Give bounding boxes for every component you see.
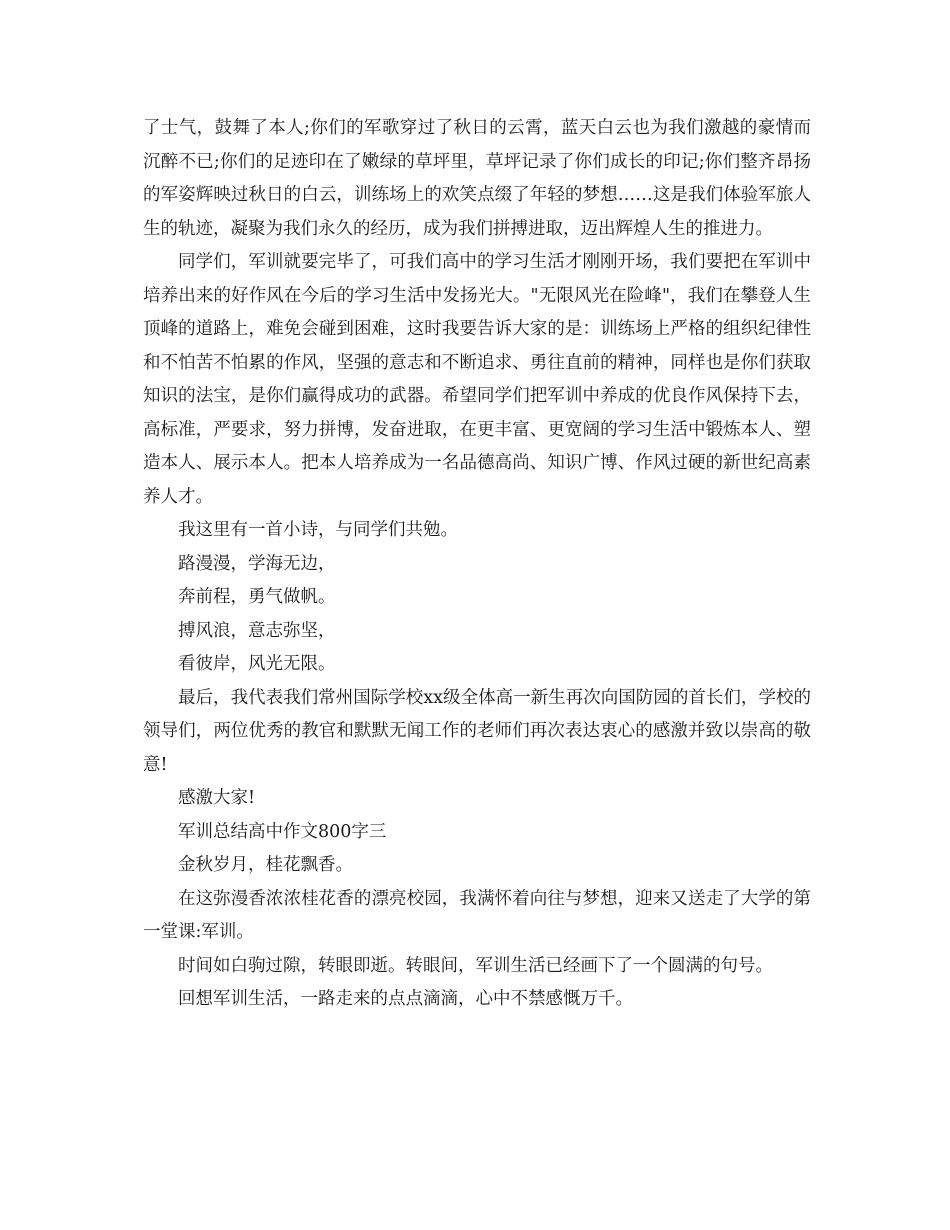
paragraph-campus: 在这弥漫香浓浓桂花香的漂亮校园，我满怀着向往与梦想，迎来又送走了大学的第一堂课:军训。 bbox=[143, 888, 811, 942]
paragraph-1: 了士气，鼓舞了本人;你们的军歌穿过了秋日的云霄，蓝天白云也为我们激越的豪情而沉醉不已;你们的足迹印在了嫩绿的草坪里，草坪记录了你们成长的印记;你们整齐昂扬的军姿辉映过秋日的白云，训练场上的欢笑点缀了年轻的梦想……这是我们体验军旅人生的轨迹，凝聚为我们永久的经历，成为我们拼搏进取，迈出辉煌人生的推进力。 bbox=[143, 118, 811, 239]
poem-line-2: 奔前程，勇气做帆。 bbox=[178, 587, 336, 607]
paragraph-2: 同学们，军训就要完毕了，可我们高中的学习生活才刚刚开场，我们要把在军训中培养出来的好作风在今后的学习生活中发扬光大。"无限风光在险峰"，我们在攀登人生顶峰的道路上，难免会碰到困难，这时我要告诉大家的是：训练场上严格的组织纪律性和不怕苦不怕累的作风，坚强的意志和不断追求、勇往直前的精神，同样也是你们获取知识的法宝，是你们赢得成功的武器。希望同学们把军训中养成的优良作风保持下去，高标准，严要求，努力拼博，发奋进取，在更丰富、更宽阔的学习生活中锻炼本人、塑造本人、展示本人。把本人培养成为一名品德高尚、知识广博、作风过硬的新世纪高素养人才。 bbox=[143, 252, 811, 507]
poem-line-3: 搏风浪，意志弥坚， bbox=[178, 620, 336, 641]
paragraph-closing: 最后，我代表我们常州国际学校xx级全体高一新生再次向国防园的首长们，学校的领导们，两位优秀的教官和默默无闻工作的老师们再次表达衷心的感激并致以崇高的敬意! bbox=[143, 687, 811, 775]
paragraph-time: 时间如白驹过隙，转眼即逝。转眼间，军训生活已经画下了一个圆满的句号。 bbox=[178, 955, 773, 976]
poem-line-1: 路漫漫，学海无边， bbox=[178, 553, 336, 574]
poem-line-4: 看彼岸，风光无限。 bbox=[178, 654, 336, 674]
paragraph-3: 我这里有一首小诗，与同学们共勉。 bbox=[178, 520, 458, 540]
paragraph-autumn: 金秋岁月，桂花飘香。 bbox=[178, 855, 353, 875]
paragraph-thanks: 感激大家! bbox=[178, 788, 256, 808]
paragraph-recall: 回想军训生活，一路走来的点点滴滴，心中不禁感慨万千。 bbox=[178, 989, 633, 1009]
section-heading: 军训总结高中作文800字三 bbox=[178, 821, 387, 842]
document-body bbox=[143, 112, 811, 1017]
